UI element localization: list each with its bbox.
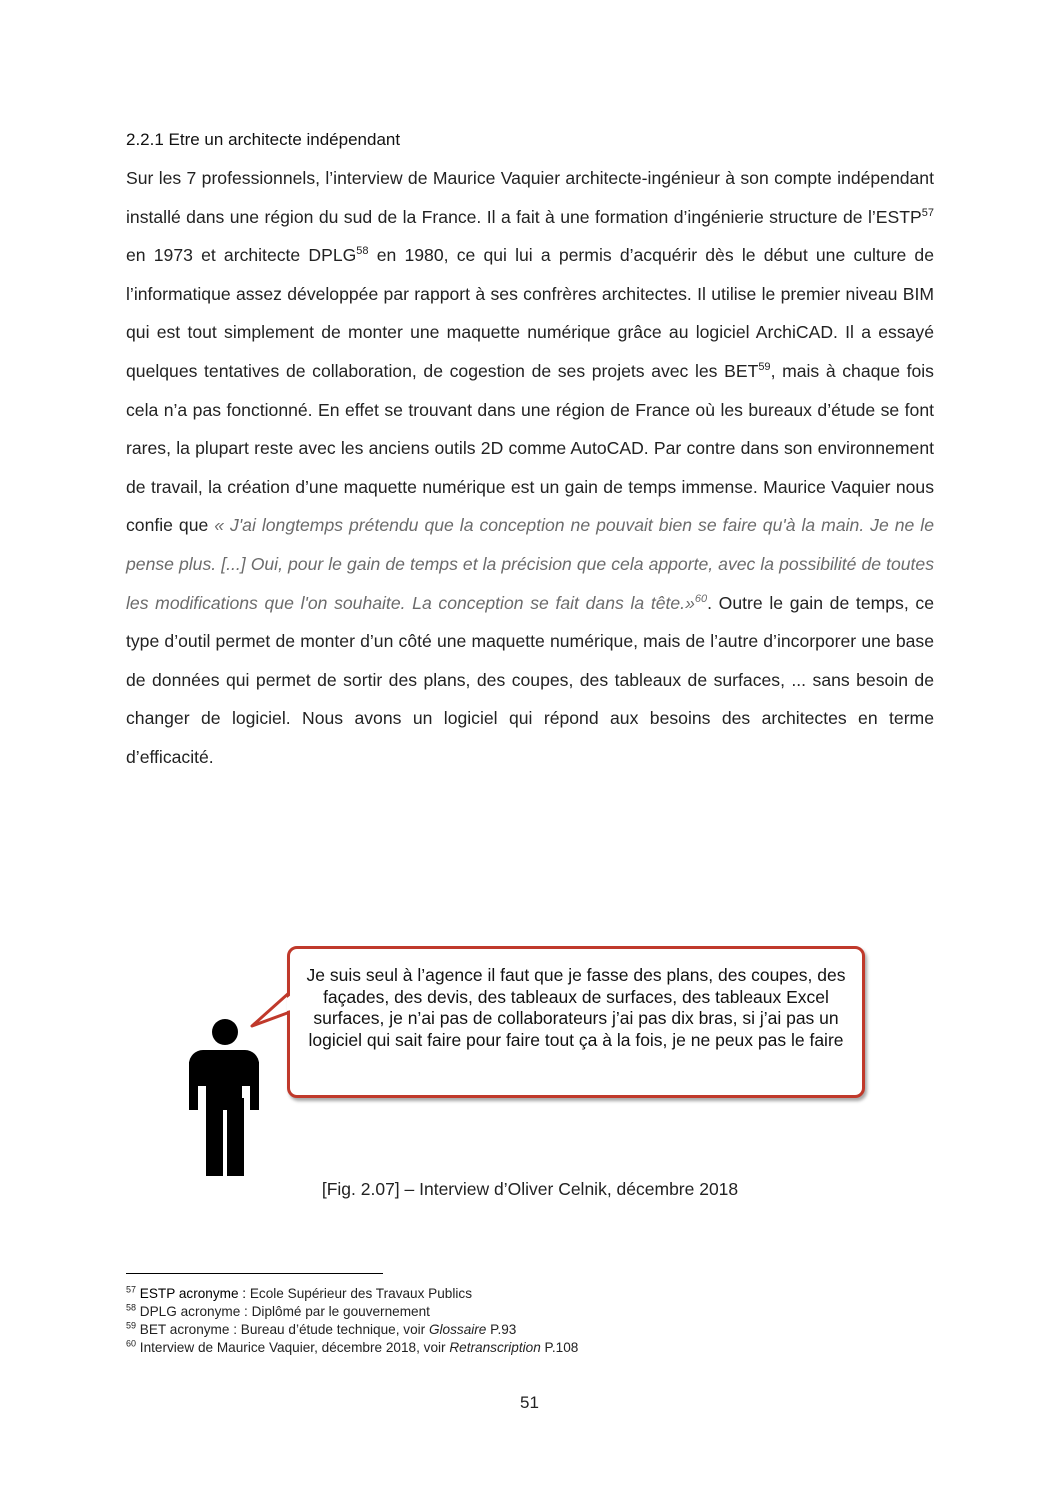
section-heading: 2.2.1 Etre un architecte indépendant [126,130,401,149]
paragraph-text: en 1980, ce qui lui a permis d’acquérir dès le début une culture de l’informatique assez développée par rapport à ses confrères architectes. Il utilise le premier niveau BIM qui est tout simplement de monter une maquette numérique grâce au logiciel ArchiCAD. Il a essayé quelques tentatives de collaboration, de cogestion de ses projets avec les BET [126,245,934,381]
footnote-60 [126,1339,934,1357]
footnote-number: 59 [126,1320,137,1331]
footnote-number: 58 [126,1302,137,1313]
footnote-57 [126,1285,934,1303]
footnote-ref-59[interactable]: 59 [758,361,771,374]
body-paragraph [126,159,934,777]
page-number: 51 [520,1393,539,1412]
footnotes [126,1285,934,1357]
paragraph-text: , mais à chaque fois cela n’a pas fonctionné. En effet se trouvant dans une région de France où les bureaux d’étude se font rares, la plupart reste avec les anciens outils 2D comme AutoCAD. Par contre dans son environnement de travail, la création d’une maquette numérique est un gain de temps immense. Maurice Vaquier nous confie que [126,360,934,536]
footnote-page: P.93 [486,1322,517,1337]
paragraph-text: en 1973 et architecte DPLG [126,245,357,266]
footnote-divider [126,1273,383,1274]
footnote-59 [126,1321,934,1339]
footnote-number: 60 [126,1338,137,1349]
paragraph-text: . Outre le gain de temps, ce type d’outil permet de monter d’un côté une maquette numérique, mais de l’autre d’incorporer une base de données qui permet de sortir des plans, des coupes, des tableaux de surfaces, ... sans besoin de changer de logiciel. Nous avons un logiciel qui répond aux besoins des architectes en terme d’efficacité. [126,592,934,767]
footnote-link-retranscription[interactable]: Retranscription [449,1340,541,1355]
footnote-text: DPLG acronyme : Diplômé par le gouvernement [136,1304,430,1319]
footnote-ref-57[interactable]: 57 [921,206,934,219]
footnote-ref-60-number: 60 [694,592,708,605]
interview-quote: « J'ai longtemps prétendu que la conception ne pouvait bien se faire qu'à la main. Je ne le pense plus. [...] Oui, pour le gain de temps et la précision que cela apporte, avec la possibilité de toutes les modifications que l'on souhaite. La conception se fait dans la tête.» [126,515,934,613]
person-icon [188,1018,260,1178]
paragraph-text: Sur les 7 professionnels, l’interview de Maurice Vaquier architecte-ingénieur à son compte indépendant installé dans une région du sud de la France. Il a fait à une formation d’ingénierie structure de l’ESTP [126,168,934,227]
footnote-page: P.108 [540,1340,579,1355]
footnote-number: 57 [126,1284,137,1295]
footnote-text: Ecole Supérieur des Travaux Publics [246,1286,473,1301]
footnote-ref-60[interactable] [695,593,707,605]
footnote-term: ESTP acronyme : [139,1286,247,1301]
footnote-text: Interview de Maurice Vaquier, décembre 2018, voir [136,1340,450,1355]
footnote-58 [126,1303,934,1321]
footnote-text: BET acronyme : Bureau d’étude technique, voir [136,1322,429,1337]
footnote-ref-58[interactable]: 58 [356,245,369,258]
footnote-link-glossaire[interactable]: Glossaire [428,1322,487,1337]
speech-bubble [287,946,865,1098]
figure-caption: [Fig. 2.07] – Interview d’Oliver Celnik, décembre 2018 [321,1179,739,1199]
speech-bubble-text: Je suis seul à l’agence il faut que je fasse des plans, des coupes, des façades, des devis, des tableaux de surfaces, des tableaux Excel surfaces, je n’ai pas de collaborateurs j’ai pas dix bras, si j’ai pas un logiciel qui sait faire pour faire tout ça à la fois, je ne peux pas le faire [306,965,846,1050]
